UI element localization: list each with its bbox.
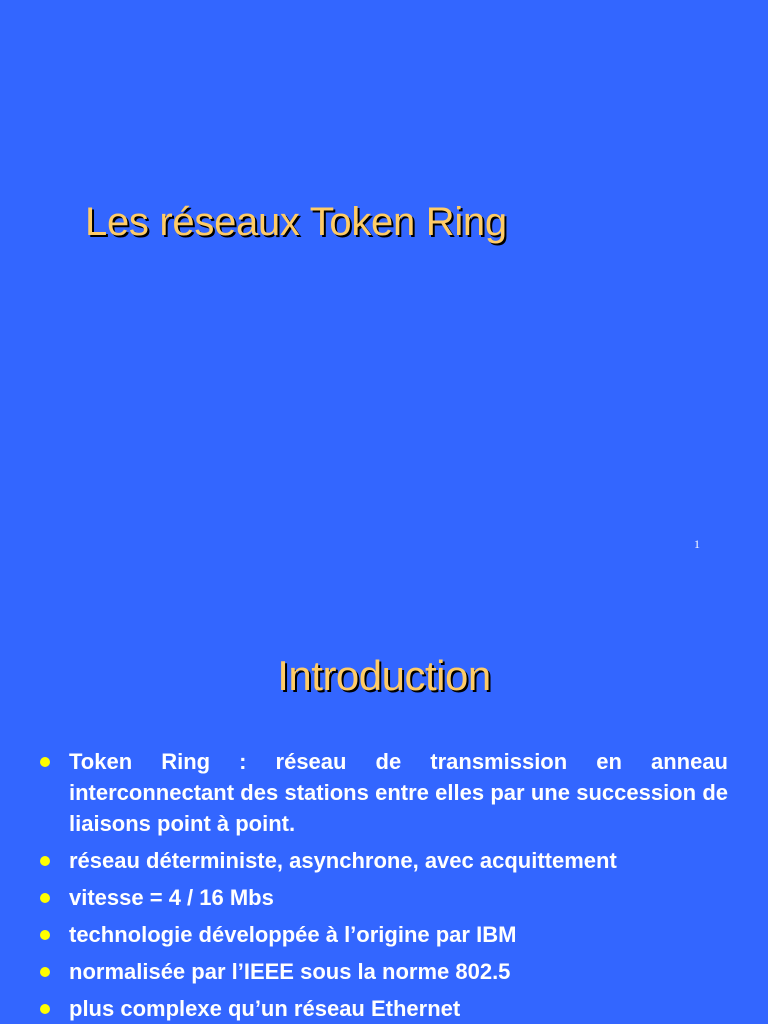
bullet-text: normalisée par l’IEEE sous la norme 802.5	[69, 959, 511, 984]
bullet-dot-icon	[40, 856, 50, 866]
slide-2	[0, 576, 768, 1024]
bullet-text: réseau déterministe, asynchrone, avec acquittement	[69, 848, 617, 873]
bullet-item	[40, 919, 728, 950]
bullet-item	[40, 746, 728, 839]
bullet-list	[40, 746, 728, 1024]
bullet-item	[40, 956, 728, 987]
bullet-item	[40, 993, 728, 1024]
bullet-text: Token Ring : réseau de transmission en anneau interconnectant des stations entre elles par une succession de liaisons point à point.	[69, 749, 728, 836]
slide-1-title: Les réseaux Token Ring	[85, 200, 507, 244]
bullet-item	[40, 845, 728, 876]
bullet-dot-icon	[40, 967, 50, 977]
page-number: 1	[694, 537, 700, 551]
bullet-text: technologie développée à l’origine par IBM	[69, 922, 517, 947]
bullet-dot-icon	[40, 893, 50, 903]
bullet-text: plus complexe qu’un réseau Ethernet	[69, 996, 461, 1021]
bullet-dot-icon	[40, 1004, 50, 1014]
bullet-text: vitesse = 4 / 16 Mbs	[69, 885, 274, 910]
bullet-item	[40, 882, 728, 913]
bullet-dot-icon	[40, 757, 50, 767]
bullet-dot-icon	[40, 930, 50, 940]
slide-2-title: Introduction	[277, 652, 491, 699]
